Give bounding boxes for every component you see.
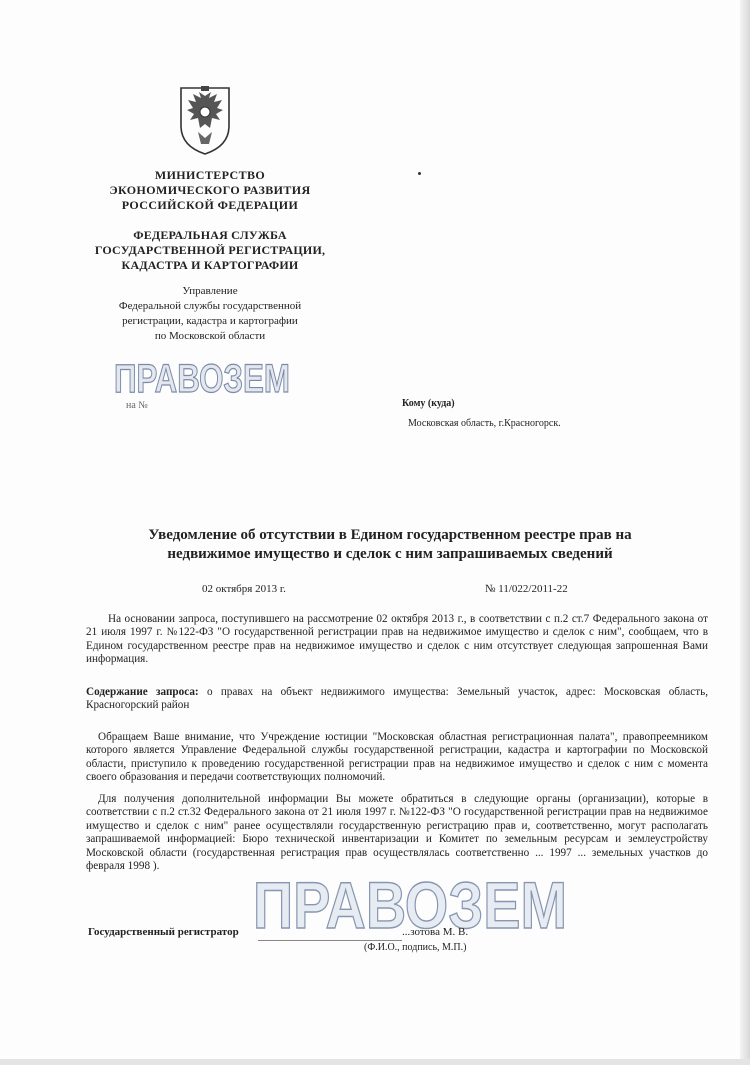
outgoing-number: на № [126,400,148,411]
registrar-label: Государственный регистратор [88,926,239,938]
document-number: № 11/022/2011-22 [485,583,568,595]
department-line: Федеральной службы государственной [118,300,302,312]
paragraph-request [86,686,708,713]
title-line: Уведомление об отсутствии в Едином государственном реестре прав на [148,527,632,543]
ministry-line: ЭКОНОМИЧЕСКОГО РАЗВИТИЯ [109,183,311,197]
ministry-name [60,168,360,213]
request-text: о правах на объект недвижимого имущества: Земельный участок, адрес: Московская область, Красногорский район [86,686,709,712]
document-title [100,526,680,564]
paragraph-basis: На основании запроса, поступившего на рассмотрение 02 октября 2013 г., в соответствии с п.2 ст.7 Федерального закона от 21 июля 1997 г. №122-ФЗ "О государственной регистрации прав на недвижимое имущество и сделок с ним", сообщаем, что в Едином государственном реестре прав на недвижимое имущество и сделок с ним отсутствует следующая запрошенная Вами информация. [86,613,708,666]
paragraph-contacts: Для получения дополнительной информации Вы можете обратиться в следующие органы (организации), которые в соответствии с п.2 ст.32 Федерального закона от 21 июля 1997 г. №122-ФЗ "О государственной регистрации прав на недвижимое имущество и сделок с ним" ранее осуществляли государственную регистрацию прав и, соответственно, могут располагать запрашиваемой информацией: Бюро технической инвентаризации и Комитет по земельным ресурсам и землеустройству Московской области (государственная регистрация прав осуществлялась соответственно ... 1997 ... земельных участков до февраля 1998 ). [86,793,708,873]
service-name [60,228,360,273]
request-label: Содержание запроса: [86,686,199,698]
recipient-address: Московская область, г.Красногорск. [408,418,561,429]
department-line: Управление [182,285,238,297]
page-edge-shadow [740,0,750,1065]
service-line: ГОСУДАРСТВЕННОЙ РЕГИСТРАЦИИ, [94,243,326,257]
ministry-line: РОССИЙСКОЙ ФЕДЕРАЦИИ [121,198,299,212]
coat-of-arms-icon [176,82,234,156]
department-name [55,284,365,344]
document-date: 02 октября 2013 г. [202,583,286,595]
registrar-name: ...зотова М. В. [402,926,469,938]
ministry-line: МИНИСТЕРСТВО [154,168,266,182]
page-bottom-shadow [0,1059,750,1065]
signature-caption: (Ф.И.О., подпись, М.П.) [364,942,467,953]
recipient-label: Кому (куда) [402,398,455,409]
paragraph-notice: Обращаем Ваше внимание, что Учреждение юстиции "Московская областная регистрационная палата", правопреемником которого является Управление Федеральной службы государственной регистрации, кадастра и картографии по Московской области, приступило к проведению государственной регистрации прав на недвижимое имущество и сделок с ним с момента своего образования и передачи соответствующих полномочий. [86,731,708,784]
service-line: КАДАСТРА И КАРТОГРАФИИ [121,258,299,272]
title-line: недвижимое имущество и сделок с ним запрашиваемых сведений [167,546,613,562]
watermark-text: ПРАВОЗЕМ [114,357,290,398]
scan-dot [418,172,421,175]
department-line: регистрации, кадастра и картографии [122,315,298,327]
department-line: по Московской области [154,330,266,342]
service-line: ФЕДЕРАЛЬНАЯ СЛУЖБА [133,228,287,242]
signature-line [258,940,402,941]
watermark-small [112,354,292,398]
watermark-text: ПРАВОЗЕМ [253,868,567,936]
